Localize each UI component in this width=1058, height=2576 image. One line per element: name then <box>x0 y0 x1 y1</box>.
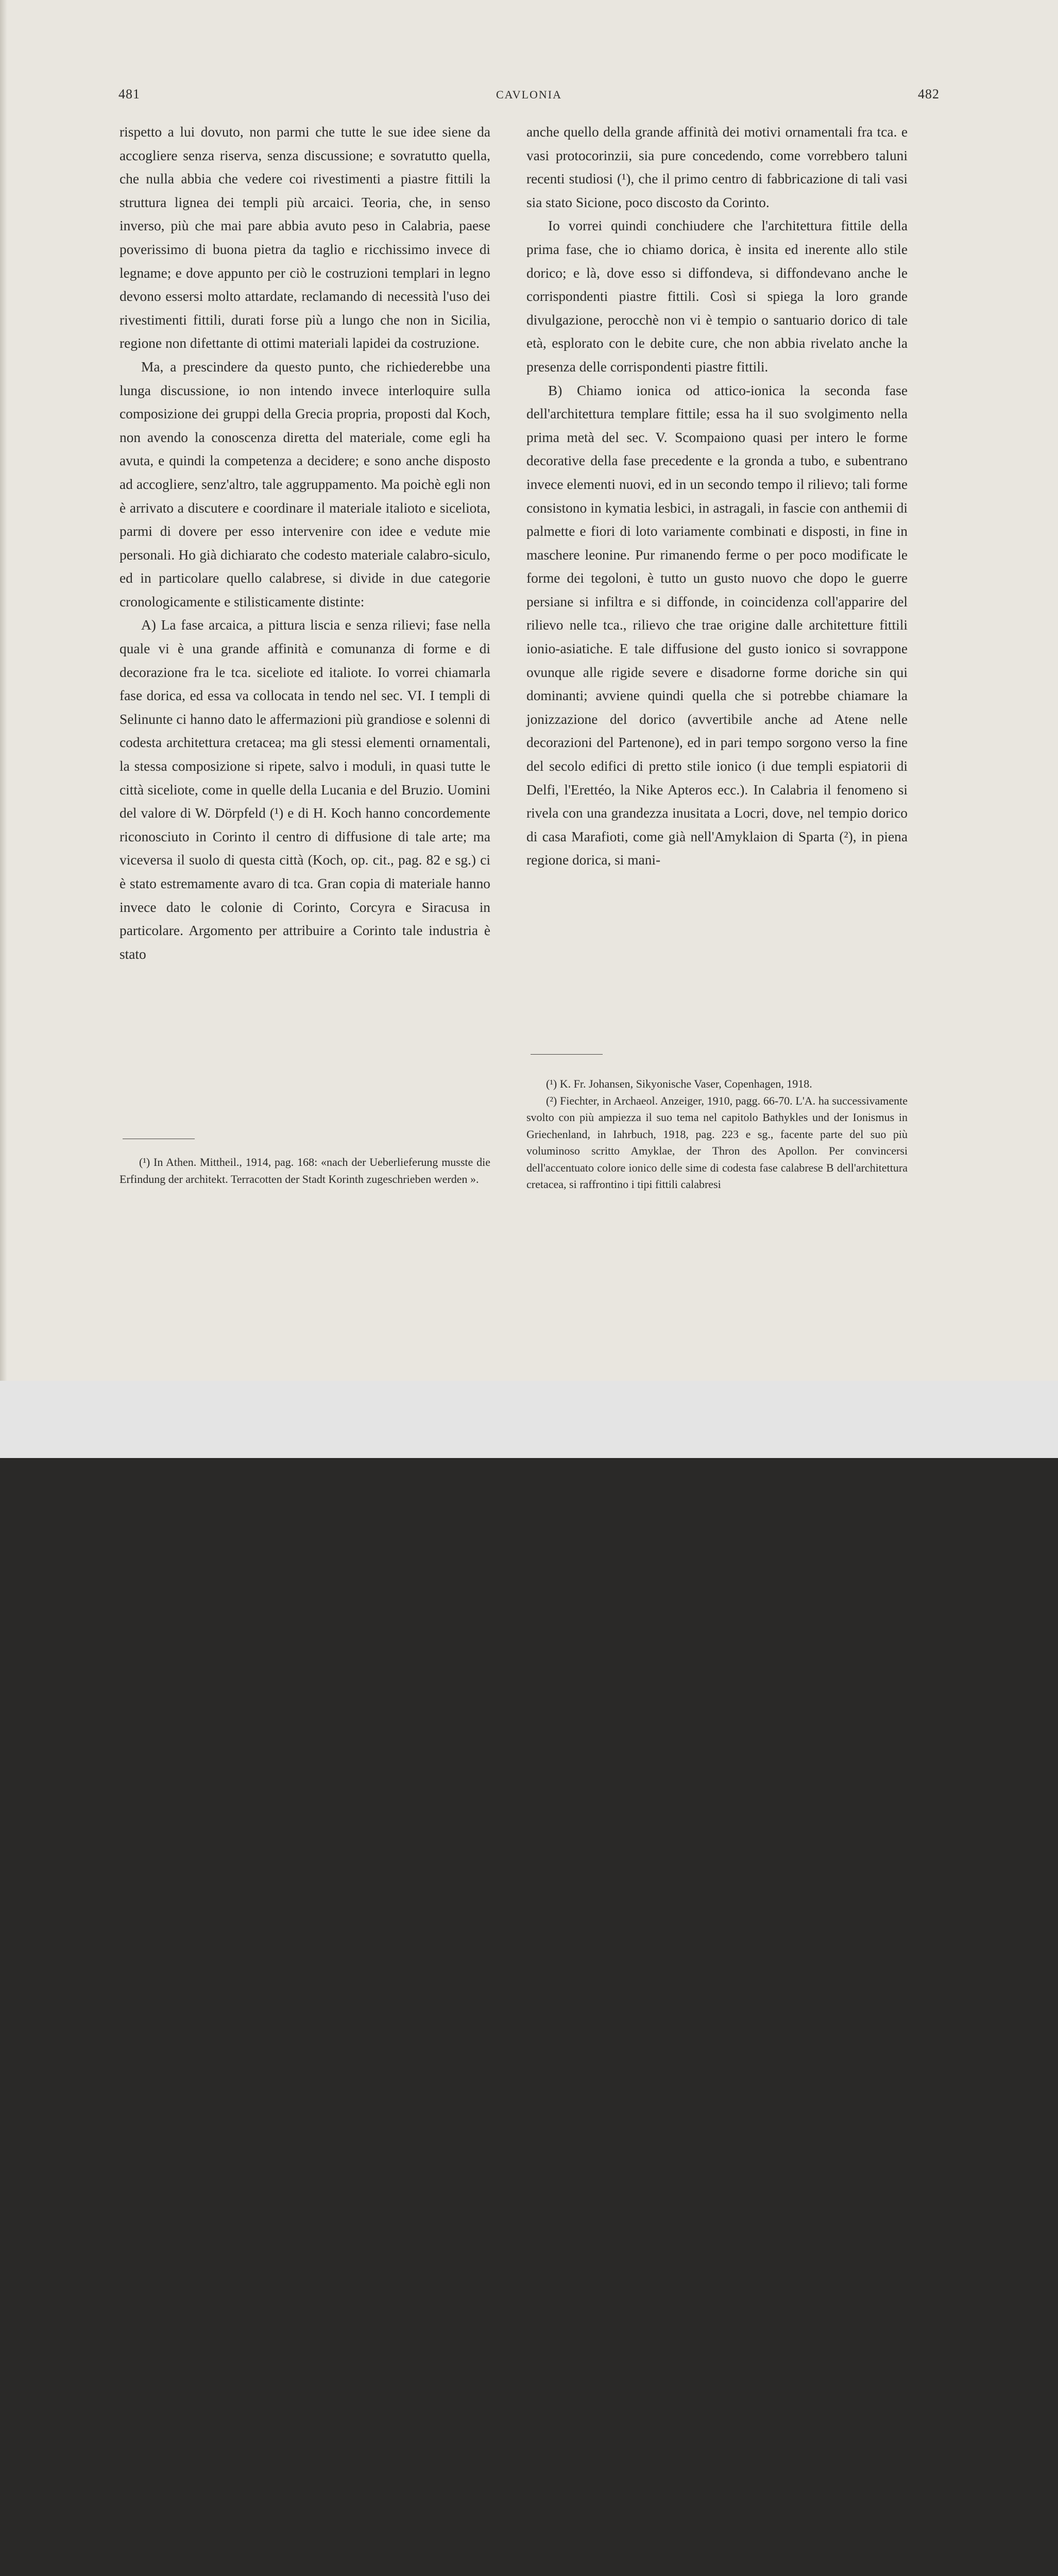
right-footnote-2: (²) Fiechter, in Archaeol. Anzeiger, 1910, pagg. 66-70. L'A. ha successivamente svolto con più ampiezza il suo tema nel capitolo Bathykles und der Ionismus in Griechenland, in Iahrbuch, 1918, pag. 223 e sg., facente parte del suo più voluminoso scritto Amyklae, der Thron des Apollon. Per convincersi dell'accentuato colore ionico delle sime di codesta fase calabrese B dell'architettura cretacea, si raffrontino i tipi fittili calabresi <box>526 1094 908 1191</box>
left-column <box>120 121 490 966</box>
running-head <box>118 87 940 107</box>
right-column <box>526 121 908 872</box>
page-number-right: 482 <box>918 87 940 101</box>
right-paragraph-1: anche quello della grande affinità dei motivi ornamentali fra tca. e vasi protocorinzii, sia pure concedendo, come vorrebbero taluni recenti studiosi (¹), che il primo centro di fabbricazione di tali vasi sia stato Sicione, poco discosto da Corinto. <box>526 124 908 210</box>
left-paragraph-3: A) La fase arcaica, a pittura liscia e senza rilievi; fase nella quale vi è una grande affinità e comunanza di forme e di decorazione fra le tca. siceliote ed italiote. Io vorrei chiamarla fase dorica, ed essa va collocata in tendo nel sec. VI. I templi di Selinunte ci hanno dato le affermazioni più grandiose e solenni di codesta architettura cretacea; ma gli stessi elementi ornamentali, la stessa composizione si ripete, salvo i moduli, in quasi tutte le città siceliote, come in quelle della Lucania e del Bruzio. Uomini del valore di W. Dörpfeld (¹) e di H. Koch hanno concordemente riconosciuto in Corinto il centro di diffusione di tale arte; ma viceversa il suolo di questa città (Koch, op. cit., pag. 82 e sg.) ci è stato estremamente avaro di tca. Gran copia di materiale hanno invece dato le colonie di Corinto, Corcyra e Siracusa in particolare. Argomento per attribuire a Corinto tale industria è stato <box>120 617 490 962</box>
right-footnote-1: (¹) K. Fr. Johansen, Sikyonische Vaser, Copenhagen, 1918. <box>546 1077 812 1090</box>
right-paragraph-3: B) Chiamo ionica od attico-ionica la seconda fase dell'architettura templare fittile; essa ha il suo svolgimento nella prima metà del sec. V. Scompaiono quasi per intero le forme decorative della fase precedente e la gronda a tubo, e subentrano invece elementi nuovi, ed in un secondo tempo il rilievo; tali forme consistono in kymatia lesbici, in astragali, in fascie con anthemii di palmette e fiori di loto variamente combinati e disposti, in fine in maschere leonine. Pur rimanendo ferme o per poco modificate le forme dei tegoloni, è tutto un gusto nuovo che dopo le guerre persiane si infiltra e si diffonde, in coincidenza coll'apparire del rilievo nelle tca., rilievo che trae origine dalle architetture fittili ionio-asiatiche. E tale diffusione del gusto ionico si sovrappone ovunque alle rigide severe e disadorne forme doriche sin qui dominanti; avviene quindi quella che si potrebbe chiamare la jonizzazione del dorico (avvertibile anche ad Atene nelle decorazioni del Partenone), ed in pari tempo sorgono verso la fine del secolo edifici di pretto stile ionico (i due templi espiatorii di Delfi, l'Erettéo, la Nike Apteros ecc.). In Calabria il fenomeno si rivela con una grandezza inusitata a Locri, dove, nel tempio dorico di casa Marafioti, come già nell'Amyklaion di Sparta (²), in piena regione dorica, si mani- <box>526 382 908 868</box>
left-footnote-1: (¹) In Athen. Mittheil., 1914, pag. 168: «nach der Ueberlieferung musste die Erfindung der architekt. Terracotten der Stadt Korinth zugeschrieben werden ». <box>120 1156 490 1185</box>
right-footnote-rule <box>531 1054 603 1055</box>
left-paragraph-2: Ma, a prescindere da questo punto, che richiederebbe una lunga discussione, io non intendo invece interloquire sulla composizione dei gruppi della Grecia propria, proposti dal Koch, non avendo la conoscenza diretta del materiale, come egli ha avuta, e quindi la competenza a decidere; e sono anche disposto ad accogliere, senz'altro, tale aggruppamento. Ma poichè egli non è arrivato a discutere e coordinare il materiale italioto e siceliota, parmi di dovere per esso intervenire con idee e vedute mie personali. Ho già dichiarato che codesto materiale calabro-siculo, ed in particolare quello calabrese, si divide in due categorie cronologicamente e stilisticamente distinte: <box>120 359 490 609</box>
page-edge-shadow <box>0 0 7 1381</box>
viewer-footer <box>0 1381 1058 1458</box>
running-title: CAVLONIA <box>496 88 562 101</box>
left-paragraph-1: rispetto a lui dovuto, non parmi che tutte le sue idee siene da accogliere senza riserva, senza discussione; e sovratutto quella, che nulla abbia che vedere coi rivestimenti a piastre fittili la struttura lignea dei templi più arcaici. Teoria, che, in senso inverso, più che mai pare abbia avuto peso in Calabria, paese poverissimo di buona pietra da taglio e ricchissimo invece di legname; e dove appunto per ciò le costruzioni templari in legno devono essersi molto attardate, reclamando di necessità l'uso dei rivestimenti fittili, durati forse più a lungo che non in Sicilia, regione non difettante di ottimi materiali lapidei da costruzione. <box>120 124 490 351</box>
right-paragraph-2: Io vorrei quindi conchiudere che l'architettura fittile della prima fase, che io chiamo dorica, è insita ed inerente allo stile dorico; e là, dove esso si diffondeva, si diffondevano anche le corrispondenti piastre fittili. Così si spiega la loro grande divulgazione, perocchè non vi è tempio o santuario dorico di tale età, esplorato con le debite cure, che non abbia rivelato anche la presenza delle corrispondenti piastre fittili. <box>526 218 908 375</box>
page-number-left: 481 <box>118 87 140 101</box>
left-footnotes <box>120 1154 490 1188</box>
right-footnotes <box>526 1076 908 1193</box>
